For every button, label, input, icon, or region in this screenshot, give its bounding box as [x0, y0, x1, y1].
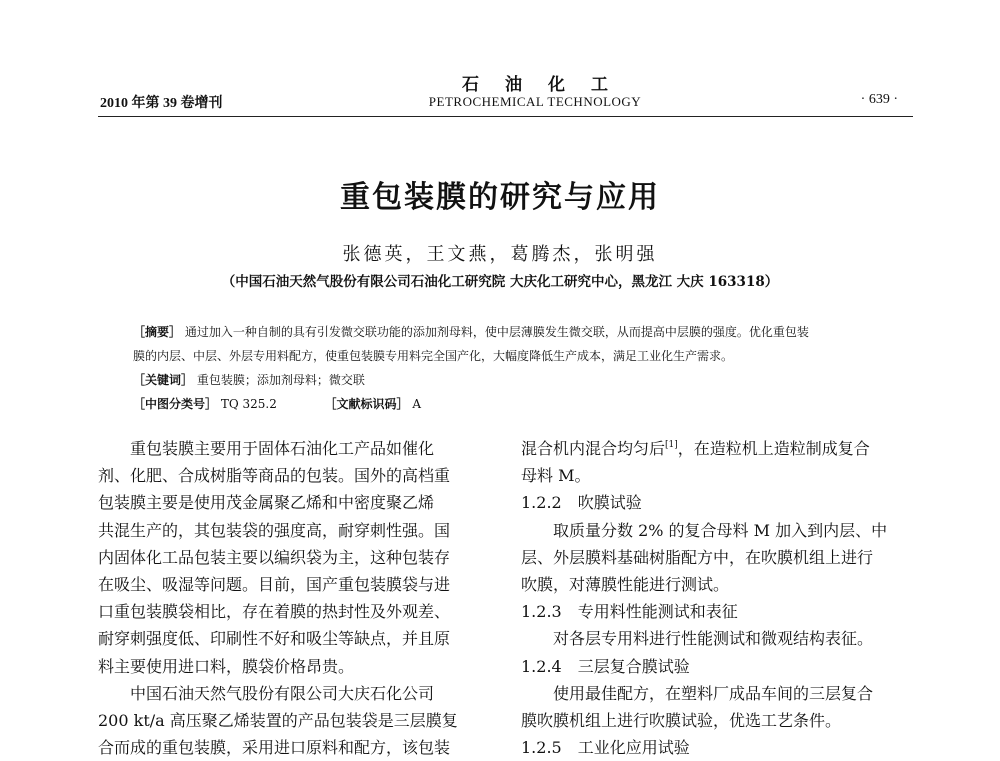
- body-line: 共混生产的，其包装袋的强度高，耐穿刺性强。国: [98, 520, 451, 540]
- section-heading: 1.2.3 专用料性能测试和表征: [521, 602, 738, 622]
- abstract-line-2: 膜的内层、中层、外层专用料配方，使重包装膜专用料完全国产化，大幅度降低生产成本，满足工业化生产需求。: [133, 349, 734, 363]
- body-line: 包装膜主要是使用茂金属聚乙烯和中密度聚乙烯: [98, 493, 435, 513]
- body-text: ，在造粒机上造粒制成复合: [677, 439, 870, 458]
- body-line: 取质量分数 2% 的复合母料 M 加入到内层、中: [553, 520, 888, 540]
- body-line: 吹膜，对薄膜性能进行测试。: [521, 575, 730, 595]
- article-title: 重包装膜的研究与应用: [340, 180, 660, 215]
- class-label: ［中图分类号］: [133, 397, 218, 411]
- body-line: 料主要使用进口料，膜袋价格昂贵。: [98, 656, 355, 676]
- body-line: 在吸尘、吸湿等问题。目前，国产重包装膜袋与进: [98, 575, 451, 595]
- body-line: 口重包装膜袋相比，存在着膜的热封性及外观差、: [98, 602, 451, 622]
- journal-title-cn: 石油化工: [462, 75, 634, 95]
- body-line: 中国石油天然气股份有限公司大庆石化公司: [130, 683, 435, 703]
- doc-value: A: [412, 397, 422, 411]
- author-list: 张德英，王文燕，葛腾杰，张明强: [342, 244, 658, 265]
- body-line: 合而成的重包装膜，采用进口原料和配方，该包装: [98, 738, 451, 758]
- abstract-block: [133, 320, 893, 416]
- body-line: 膜吹膜机组上进行吹膜试验，优选工艺条件。: [521, 711, 842, 731]
- keywords-label: ［关键词］: [133, 373, 194, 387]
- body-line: 使用最佳配方，在塑料厂成品车间的三层复合: [553, 683, 874, 703]
- doc-label: ［文献标识码］: [324, 397, 409, 411]
- header-rule: [98, 116, 913, 117]
- body-line: 层、外层膜料基础树脂配方中，在吹膜机组上进行: [521, 547, 874, 567]
- page-number: · 639 ·: [860, 92, 898, 107]
- classification-line: [133, 392, 893, 416]
- class-value: TQ 325.2: [220, 397, 277, 411]
- body-column-left: [98, 435, 470, 761]
- section-heading: 1.2.5 工业化应用试验: [521, 738, 690, 758]
- body-line: 耐穿刺强度低、印刷性不好和吸尘等缺点，并且原: [98, 629, 451, 649]
- body-line: [521, 435, 914, 462]
- journal-title-en: PETROCHEMICAL TECHNOLOGY: [428, 94, 642, 109]
- body-column-right: [521, 435, 914, 761]
- keywords-text: 重包装膜；添加剂母料；微交联: [196, 373, 365, 387]
- keywords-line: [133, 368, 893, 392]
- affiliation: （中国石油天然气股份有限公司石油化工研究院 大庆化工研究中心，黑龙江 大庆 163318）: [221, 274, 779, 290]
- citation-ref: [1]: [665, 440, 678, 450]
- body-line: 对各层专用料进行性能测试和微观结构表征。: [553, 629, 874, 649]
- abstract-line-1: [133, 320, 893, 344]
- abstract-label: ［摘要］: [133, 325, 182, 339]
- body-line: 母料 M。: [521, 466, 591, 486]
- section-heading: 1.2.4 三层复合膜试验: [521, 656, 690, 676]
- issue-info: 2010 年第 39 卷增刊: [100, 96, 223, 111]
- body-text: 混合机内混合均匀后: [521, 439, 666, 458]
- body-line: 剂、化肥、合成树脂等商品的包装。国外的高档重: [98, 466, 451, 486]
- section-heading: 1.2.2 吹膜试验: [521, 493, 642, 513]
- body-line: 内固体化工品包装主要以编织袋为主，这种包装存: [98, 547, 451, 567]
- body-line: 重包装膜主要用于固体石油化工产品如催化: [130, 439, 435, 458]
- abstract-text-1: 通过加入一种自制的具有引发微交联功能的添加剂母料，使中层薄膜发生微交联，从而提高中层膜的强度。优化重包装: [184, 325, 809, 339]
- body-line: 200 kt/a 高压聚乙烯装置的产品包装袋是三层膜复: [98, 711, 458, 731]
